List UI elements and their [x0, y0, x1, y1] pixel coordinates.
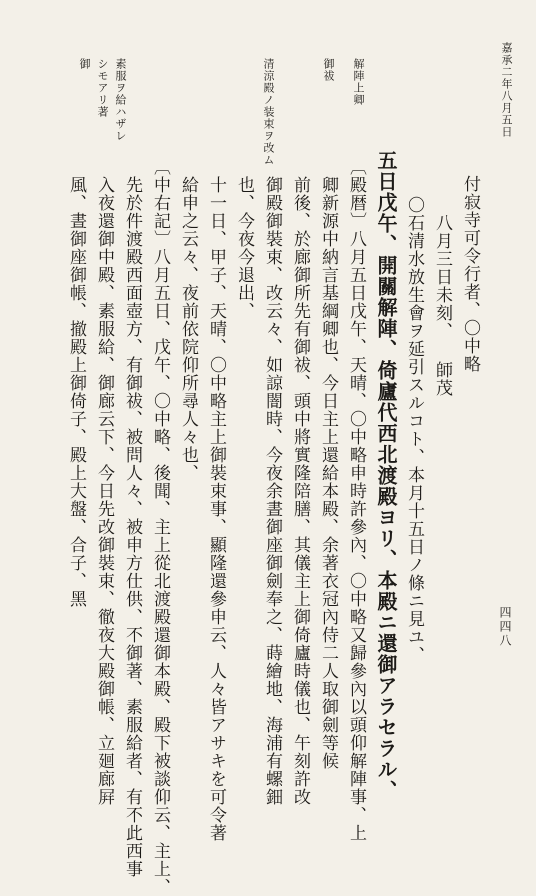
- margin-note: 素服ヲ給ハザレ: [114, 58, 127, 142]
- margin-note: 御祓: [322, 58, 335, 82]
- page-number: 四四八: [498, 606, 512, 648]
- text-column: 卿新源中納言基綱卿也、今日主上還給本殿、余著衣冠內侍二人取御劍等候: [318, 176, 338, 770]
- text-column: 給申之云々、夜前依院仰所尋人々也、: [178, 176, 198, 482]
- margin-note: 解陣上卿: [352, 58, 365, 106]
- page-reference: 嘉承二年八月五日: [500, 42, 513, 138]
- text-column: 前後、於廊御所先有御祓、頭中將實隆陪膳、其儀主上御倚廬時儀也、午刻許改: [290, 176, 310, 806]
- text-column: 〔殿暦〕八月五日戊午、天晴、〇中略申時許參內、〇中略又歸參內以頭仰解陣事、上: [346, 158, 366, 842]
- text-column: 〇石清水放生會ヲ延引スルコト、本月十五日ノ條ニ見ユ、: [404, 196, 424, 664]
- section-heading: 五日戊午、開關解陣、倚廬代西北渡殿ヨリ、本殿ニ還御アラセラル、: [374, 150, 398, 801]
- text-column: 御殿御裝束、改云々、如諒闇時、今夜余晝御座御劍奉之、蒔繪地、海浦有螺鈿: [262, 176, 282, 806]
- text-column: 先於件渡殿西面壺方、有御祓、被問人々、被申方仕供、不御著、素服給者、有不此西事: [122, 176, 142, 878]
- text-column: 付寂寺可令行者、〇中略: [460, 175, 480, 373]
- margin-note: シモアリ著: [96, 58, 109, 118]
- margin-note: 清涼殿ノ装束ヲ改ム: [262, 58, 275, 166]
- text-column: 十一日、甲子、天晴、〇中略主上御裝束事、顯隆還參申云、人々皆アサキを可令著: [206, 176, 226, 842]
- text-column: 八月三日未刻、 師茂: [432, 214, 452, 397]
- text-column: 也、今夜今退出、: [234, 176, 254, 320]
- margin-note: 御: [78, 58, 91, 70]
- text-column: 風、晝御座御帳、撤殿上御倚子、殿上大盤、合子、黑: [66, 176, 86, 608]
- text-column: 入夜還御中殿、素服給、御廊云下、今日先改御裝束、徹夜大殿御帳、立廻廊屛: [94, 176, 114, 806]
- text-column: 〔中右記〕八月五日、戊午、〇中略、後聞、主上從北渡殿還御本殿、殿下被談仰云、主上、: [150, 158, 170, 896]
